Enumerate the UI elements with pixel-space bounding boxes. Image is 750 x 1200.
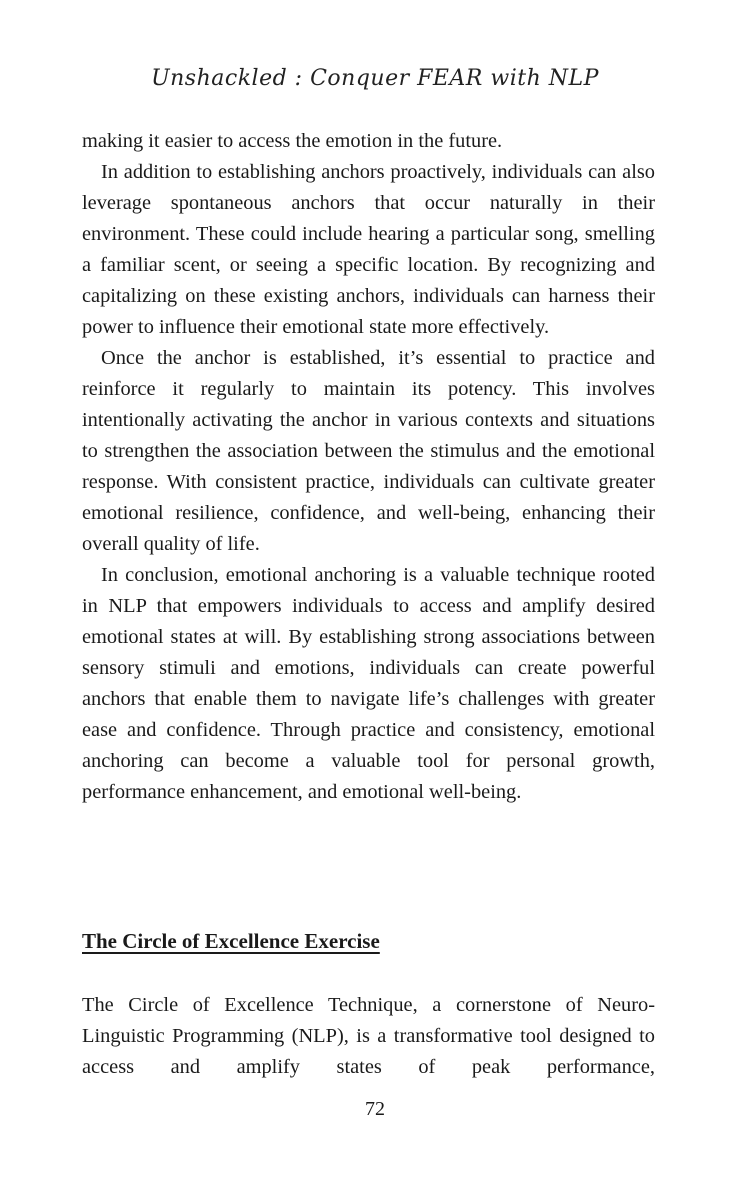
- section-intro-paragraph: The Circle of Excellence Technique, a cornerstone of Neuro-Linguistic Programming (NLP), is a transformative tool designed to access and amplify states of peak performance,: [82, 994, 655, 1078]
- page-number: 72: [365, 1098, 385, 1120]
- paragraph-conclusion: In conclusion, emotional anchoring is a valuable technique rooted in NLP that empowers individuals to access and amplify desired emotional states at will. By establishing strong associations between sensory stimuli and emotions, individuals can create powerful anchors that enable them to navigate life’s challenges with greater ease and confidence. Through practice and consistency, emotional anchoring can become a valuable tool for personal growth, performance enhancement, and emotional well-being.: [82, 564, 655, 803]
- paragraph-continuation: making it easier to access the emotion in the future.: [82, 130, 503, 152]
- paragraph-reinforce-anchor: Once the anchor is established, it’s essential to practice and reinforce it regularly to maintain its potency. This involves intentionally activating the anchor in various contexts and situations to strengthen the association between the stimulus and the emotional response. With consistent practice, individuals can cultivate greater emotional resilience, confidence, and well-being, enhancing their overall quality of life.: [82, 347, 655, 555]
- section-heading: The Circle of Excellence Exercise: [82, 929, 380, 953]
- paragraph-spontaneous-anchors: In addition to establishing anchors proactively, individuals can also leverage spontaneous anchors that occur naturally in their environment. These could include hearing a particular song, smelling a familiar scent, or seeing a specific location. By recognizing and capitalizing on these existing anchors, individuals can harness their power to influence their emotional state more effectively.: [82, 161, 655, 338]
- body-text: [82, 126, 655, 808]
- running-header-title: Unshackled : Conquer FEAR with NLP: [151, 66, 599, 91]
